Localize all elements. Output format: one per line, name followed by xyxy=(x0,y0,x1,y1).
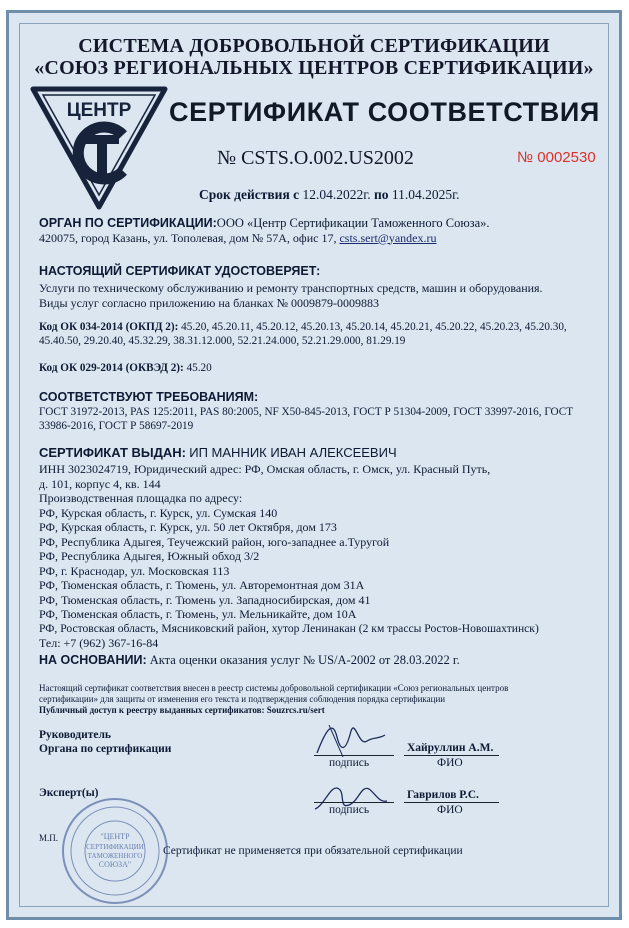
head-name: Хайруллин А.М. xyxy=(407,742,494,754)
issued-line-2: д. 101, корпус 4, кв. 144 xyxy=(39,476,161,491)
expert-signature-line xyxy=(314,802,394,803)
head-fio-caption: ФИО xyxy=(437,757,463,769)
validity-from: 12.04.2022г. xyxy=(302,187,371,202)
certificate-page xyxy=(6,10,622,920)
serial-number: № 0002530 xyxy=(517,149,596,166)
registry-note-line-2: сертификации» для защиты от изменения его текста и подтверждения соблюдения порядка сертификации xyxy=(39,694,446,704)
organ-stamp xyxy=(59,795,171,907)
production-address: РФ, Тюменская область, г. Тюмень, ул. Авторемонтная дом 31А xyxy=(39,578,365,592)
production-address: РФ, Курская область, г. Курск, ул. 50 лет Октября, дом 173 xyxy=(39,520,337,534)
requirements-label: СООТВЕТСТВУЮТ ТРЕБОВАНИЯМ: xyxy=(39,390,259,404)
certifies-section xyxy=(39,264,543,310)
production-address: РФ, Ростовская область, Мясниковский район, хутор Ленинакан (2 км трассы Ростов-Новошахтинск) xyxy=(39,621,539,635)
validity-to-label: по xyxy=(374,187,389,202)
issued-holder: ИП МАННИК ИВАН АЛЕКСЕЕВИЧ xyxy=(189,445,397,460)
basis-label: НА ОСНОВАНИИ: xyxy=(39,653,147,667)
head-label-2: Органа по сертификации xyxy=(39,743,172,755)
expert-sign-caption: подпись xyxy=(329,804,370,816)
header-line-2: «СОЮЗ РЕГИОНАЛЬНЫХ ЦЕНТРОВ СЕРТИФИКАЦИИ» xyxy=(34,57,594,79)
production-address: РФ, Курская область, г. Курск, ул. Сумская 140 xyxy=(39,505,278,520)
registry-note-line-3: Публичный доступ к реестру выданных сертификатов: Souzrcs.ru/sert xyxy=(39,705,325,715)
certifies-line-2: Виды услуг согласно приложению на бланках № 0009879-0009883 xyxy=(39,295,380,310)
okved-section xyxy=(39,362,212,374)
basis-section xyxy=(39,653,460,668)
head-label-1: Руководитель xyxy=(39,729,111,741)
mp-label: М.П. xyxy=(39,833,59,843)
organ-address: 420075, город Казань, ул. Тополевая, дом № 57А, офис 17, xyxy=(39,230,337,245)
organ-email-link[interactable]: csts.sert@yandex.ru xyxy=(339,230,437,245)
expert-name: Гаврилов Р.С. xyxy=(407,789,479,801)
requirements-line-2: 33986-2016, ГОСТ Р 58697-2019 xyxy=(39,420,194,432)
stamp-text-1: "ЦЕНТР xyxy=(100,832,130,841)
header-line-1: СИСТЕМА ДОБРОВОЛЬНОЙ СЕРТИФИКАЦИИ xyxy=(78,35,550,57)
certificate-title: СЕРТИФИКАТ СООТВЕТСТВИЯ xyxy=(169,97,600,127)
validity-label: Срок действия с xyxy=(199,187,300,202)
certificate-number: № CSTS.O.002.US2002 xyxy=(217,147,414,169)
requirements-section xyxy=(39,390,573,433)
issued-label: СЕРТИФИКАТ ВЫДАН: xyxy=(39,445,186,460)
head-name-line xyxy=(404,755,499,756)
okpd-label: Код ОК 034-2014 (ОКПД 2): xyxy=(39,321,179,333)
production-address: РФ, Тюменская область, г. Тюмень, ул. Мельникайте, дом 10А xyxy=(39,607,357,621)
production-address: РФ, Республика Адыгея, Теучежский район, юго-западнее а.Туругой xyxy=(39,534,390,549)
certifies-line-1: Услуги по техническому обслуживанию и ремонту транспортных средств, машин и оборудования. xyxy=(39,281,543,295)
stamp-text-2: СЕРТИФИКАЦИИ xyxy=(86,843,144,851)
head-signature-line xyxy=(314,755,394,756)
production-label: Производственная площадка по адресу: xyxy=(39,491,243,505)
issued-line-1: ИНН 3023024719, Юридический адрес: РФ, Омская область, г. Омск, ул. Красный Путь, xyxy=(39,462,491,476)
logo-top-text: ЦЕНТР xyxy=(66,100,132,121)
okpd-line-1: 45.20, 45.20.11, 45.20.12, 45.20.13, 45.20.14, 45.20.21, 45.20.22, 45.20.23, 45.20.30, xyxy=(181,321,567,333)
footer-note: Сертификат не применяется при обязательной сертификации xyxy=(163,845,463,857)
registry-note-line-1: Настоящий сертификат соответствия внесен в реестр системы добровольной сертификации «Союз региональных центров xyxy=(39,683,509,693)
organ-label: ОРГАН ПО СЕРТИФИКАЦИИ: xyxy=(39,216,217,230)
validity-period xyxy=(199,187,460,203)
production-address: РФ, Тюменская область, г. Тюмень ул. Западносибирская, дом 41 xyxy=(39,592,371,607)
okved-label: Код ОК 029-2014 (ОКВЭД 2): xyxy=(39,362,184,374)
issued-phone: Тел: +7 (962) 367-16-84 xyxy=(39,636,159,650)
expert-fio-caption: ФИО xyxy=(437,804,463,816)
okpd-section xyxy=(39,320,567,348)
issued-section xyxy=(39,445,539,651)
cst-logo xyxy=(29,83,169,213)
expert-label: Эксперт(ы) xyxy=(39,787,99,799)
stamp-text-4: СОЮЗА" xyxy=(98,860,132,869)
validity-to: 11.04.2025г. xyxy=(391,187,460,202)
production-address: РФ, Республика Адыгея, Южный обход 3/2 xyxy=(39,549,260,563)
head-sign-caption: подпись xyxy=(329,757,370,769)
organ-section xyxy=(39,216,490,245)
registry-note xyxy=(39,683,508,716)
okved-value: 45.20 xyxy=(186,362,212,374)
okpd-line-2: 45.40.50, 29.20.40, 45.32.29, 38.31.12.000, 52.21.24.000, 52.21.29.000, 81.29.19 xyxy=(39,335,406,347)
certifies-label: НАСТОЯЩИЙ СЕРТИФИКАТ УДОСТОВЕРЯЕТ: xyxy=(39,264,321,278)
production-address: РФ, г. Краснодар, ул. Московская 113 xyxy=(39,563,230,578)
stamp-text-3: ТАМОЖЕННОГО xyxy=(87,852,143,860)
organ-name: ООО «Центр Сертификации Таможенного Союза». xyxy=(216,216,490,230)
requirements-line-1: ГОСТ 31972-2013, PAS 125:2011, PAS 80:2005, NF X50-845-2013, ГОСТ Р 51304-2009, ГОСТ 33997-2016, ГОСТ xyxy=(39,406,574,418)
expert-name-line xyxy=(404,802,499,803)
basis-value: Акта оценки оказания услуг № US/A-2002 от 28.03.2022 г. xyxy=(149,653,460,667)
